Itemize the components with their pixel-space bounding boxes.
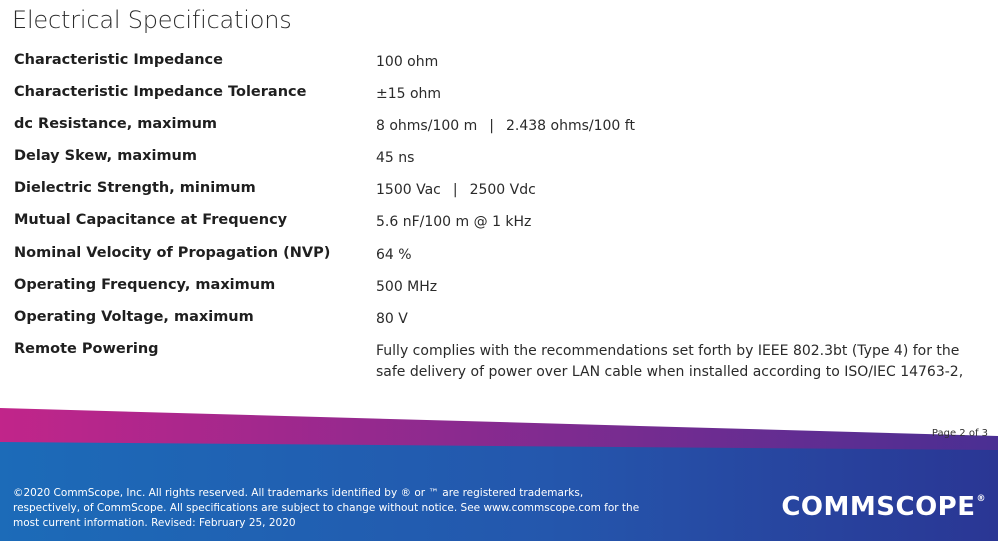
page-number: Page 2 of 3 [931,428,988,439]
spec-value-ac: 1500 Vac [376,182,441,198]
footer-line: respectively, of CommScope. All specifications are subject to change without notice. See www.commscope.com for the [13,502,640,514]
spec-value-metric: 8 ohms/100 m [376,118,478,134]
spec-label: Mutual Capacitance at Frequency [14,212,288,228]
spec-label: dc Resistance, maximum [14,116,218,132]
footer-copyright [13,486,653,531]
logo-text: COMMSCOPE [781,492,976,522]
spec-label: Operating Voltage, maximum [14,309,254,325]
spec-value [376,341,976,383]
spec-value [376,116,976,137]
spec-label: Dielectric Strength, minimum [14,180,256,196]
section-title: Electrical Specifications [12,6,292,34]
value-separator: | [452,182,458,198]
spec-value-imperial: 2.438 ohms/100 ft [505,118,635,134]
spec-value: ±15 ohm [376,86,442,102]
footer-line: ©2020 CommScope, Inc. All rights reserved. All trademarks identified by ® or ™ are registered trademarks, [13,487,584,499]
spec-label: Nominal Velocity of Propagation (NVP) [14,245,331,261]
spec-value: 5.6 nF/100 m @ 1 kHz [376,214,532,230]
spec-value-line: safe delivery of power over LAN cable when installed according to ISO/IEC 14763-2, [376,364,964,380]
spec-value-dc: 2500 Vdc [469,182,536,198]
spec-label: Characteristic Impedance [14,52,223,68]
spec-value: 45 ns [376,150,415,166]
spec-value: 64 % [376,247,412,263]
spec-value-line: Fully complies with the recommendations set forth by IEEE 802.3bt (Type 4) for the [376,343,960,359]
spec-value [376,180,976,201]
spec-value: 80 V [376,311,408,327]
registered-mark: ® [976,494,986,504]
spec-label: Operating Frequency, maximum [14,277,276,293]
spec-label: Remote Powering [14,341,159,357]
value-separator: | [489,118,494,134]
footer-line: most current information. Revised: February 25, 2020 [13,517,296,529]
spec-label: Delay Skew, maximum [14,148,197,164]
spec-value: 500 MHz [376,279,438,295]
spec-value: 100 ohm [376,54,439,70]
commscope-logo [781,492,986,522]
spec-label: Characteristic Impedance Tolerance [14,84,307,100]
